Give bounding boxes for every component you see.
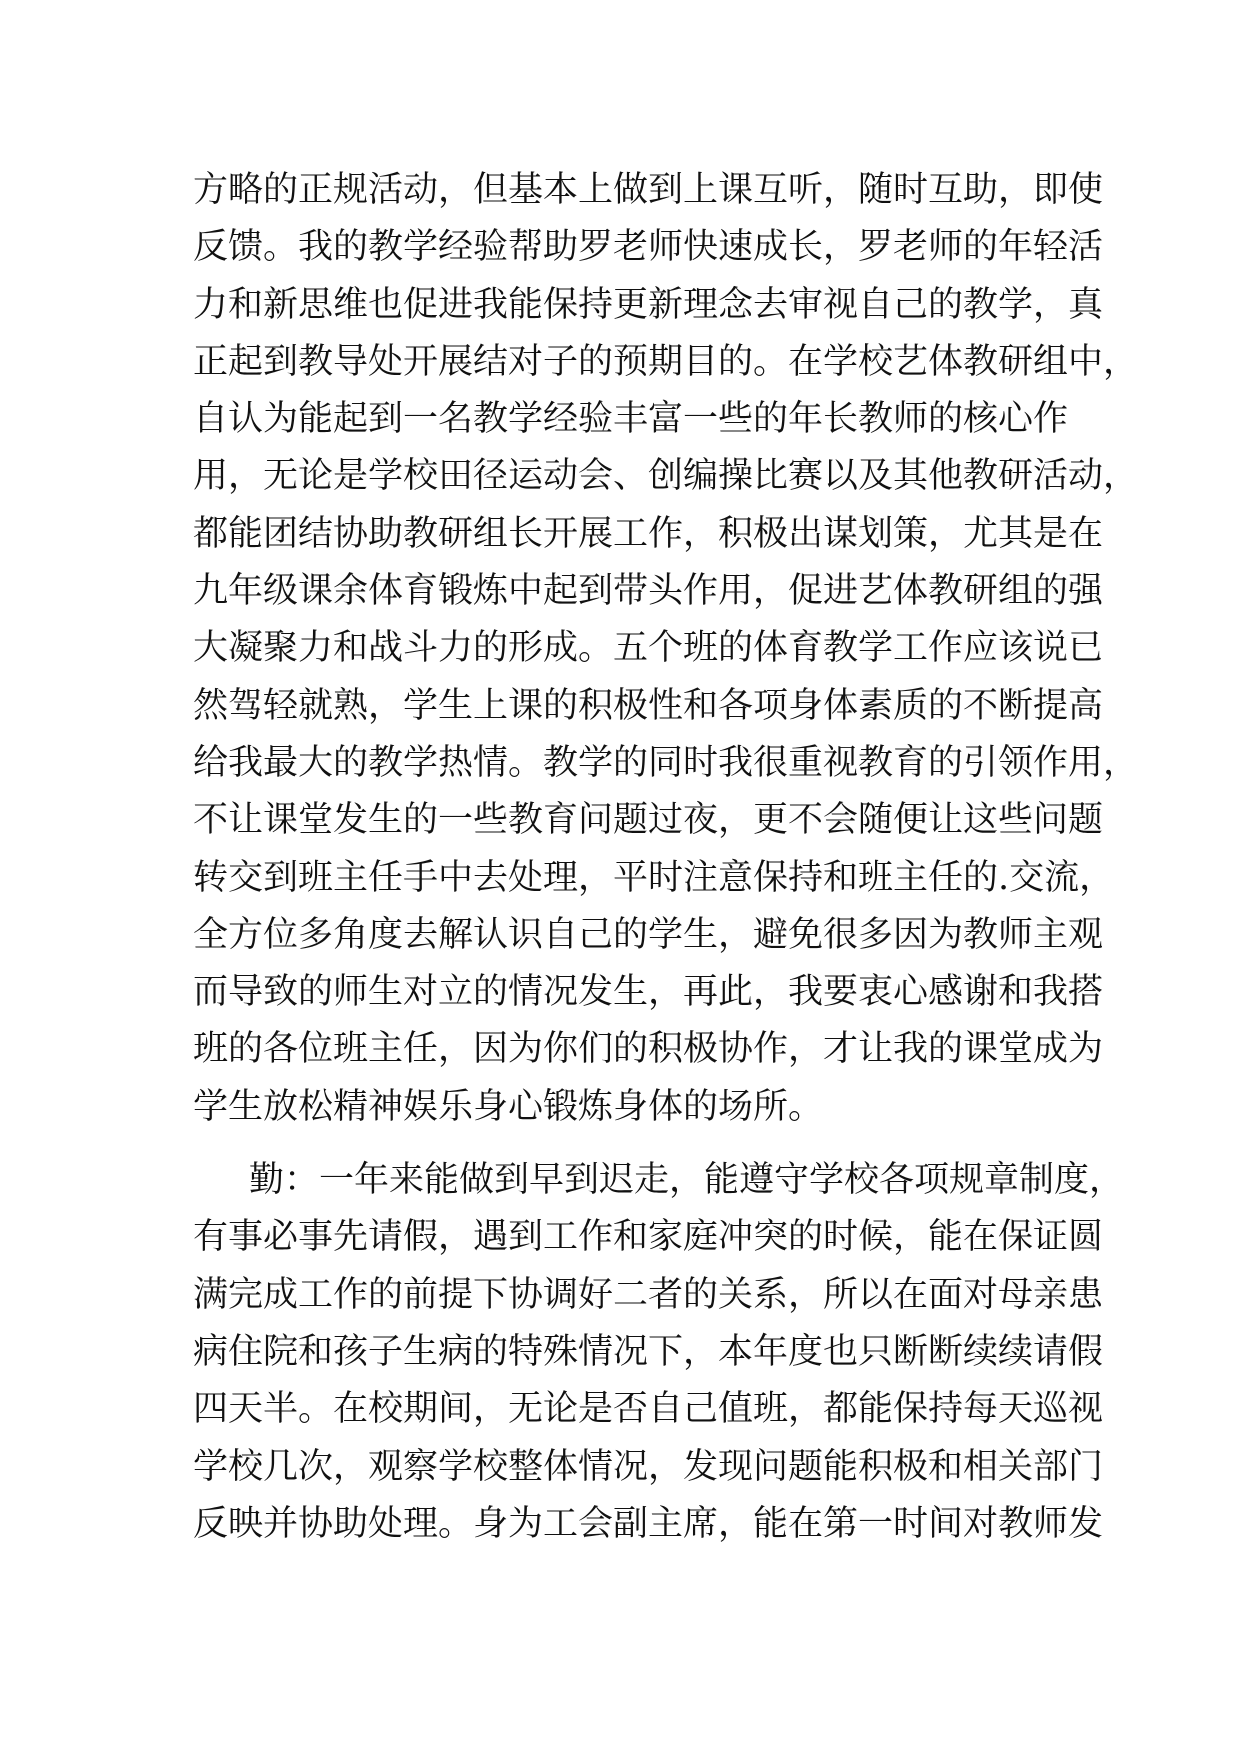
text-line: 而导致的师生对立的情况发生，再此，我要衷心感谢和我搭 [193,972,1104,1013]
text-line: 用，无论是学校田径运动会、创编操比赛以及其他教研活动， [193,456,1139,497]
text-line: 不让课堂发生的一些教育问题过夜，更不会随便让这些问题 [193,800,1104,841]
text-line: 学校几次，观察学校整体情况，发现问题能积极和相关部门 [193,1446,1104,1487]
text-line: 方略的正规活动，但基本上做到上课互听，随时互助，即使 [193,170,1104,210]
text-line: 都能团结协助教研组长开展工作，积极出谋划策，尤其是在 [193,513,1104,554]
text-line: 全方位多角度去解认识自己的学生，避免很多因为教师主观 [193,914,1104,955]
text-line: 四天半。在校期间，无论是否自己值班，都能保持每天巡视 [193,1389,1104,1430]
text-line: 班的各位班主任，因为你们的积极协作，才让我的课堂成为 [193,1029,1104,1070]
text-line: 病住院和孩子生病的特殊情况下，本年度也只断断续续请假 [193,1331,1104,1372]
paragraph-1 [193,162,1139,1136]
text-line: 自认为能起到一名教学经验丰富一些的年长教师的核心作 [193,399,1069,440]
text-line: 力和新思维也促进我能保持更新理念去审视自己的教学，真 [193,284,1104,325]
text-line: 有事必事先请假，遇到工作和家庭冲突的时候，能在保证圆 [193,1217,1104,1258]
text-line: 正起到教导处开展结对子的预期目的。在学校艺体教研组中， [193,341,1139,382]
text-line: 给我最大的教学热情。教学的同时我很重视教育的引领作用， [193,742,1139,783]
text-line: 满完成工作的前提下协调好二者的关系，所以在面对母亲患 [193,1274,1104,1315]
text-line: 九年级课余体育锻炼中起到带头作用，促进艺体教研组的强 [193,571,1104,612]
text-line: 然驾轻就熟，学生上课的积极性和各项身体素质的不断提高 [193,685,1104,726]
paragraph-2 [193,1152,1125,1553]
paragraph-spacing [193,1136,1063,1152]
text-line: 大凝聚力和战斗力的形成。五个班的体育教学工作应该说已 [193,628,1104,669]
text-line: 转交到班主任手中去处理，平时注意保持和班主任的.交流， [193,857,1115,898]
text-line: 学生放松精神娱乐身心锻炼身体的场所。 [193,1086,824,1127]
text-line: 反馈。我的教学经验帮助罗老师快速成长，罗老师的年轻活 [193,227,1104,268]
body-text [193,162,1139,1553]
text-line: 勤：一年来能做到早到迟走，能遵守学校各项规章制度， [249,1160,1125,1201]
text-line: 反映并协助处理。身为工会副主席，能在第一时间对教师发 [193,1503,1104,1544]
